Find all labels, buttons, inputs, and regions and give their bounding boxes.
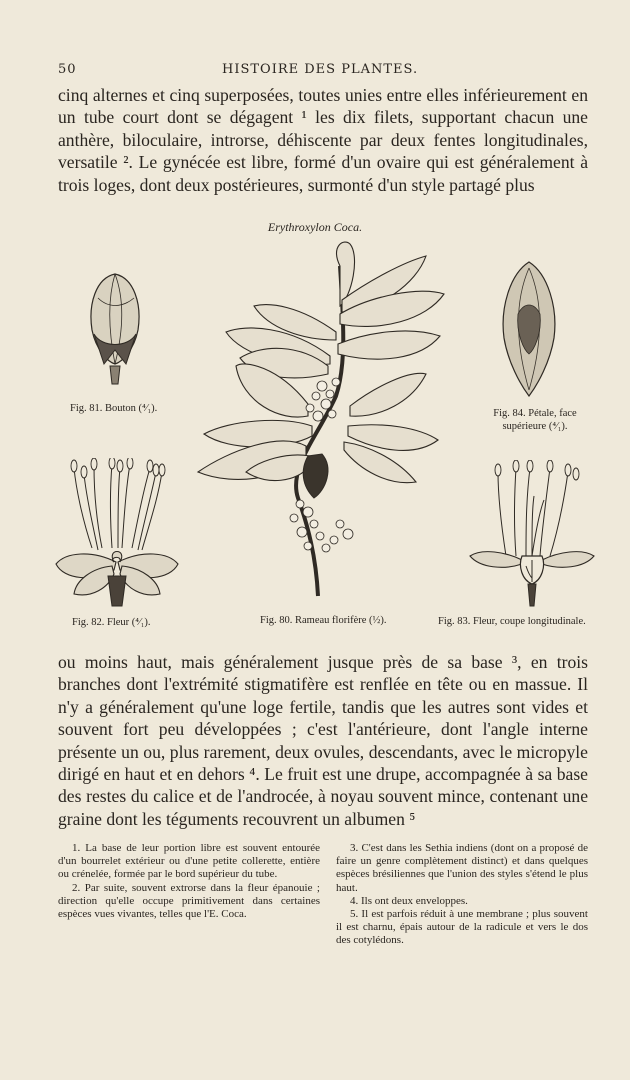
caption-fig81: Fig. 81. Bouton (⁴⁄₁). xyxy=(70,403,158,414)
caption-fig82: Fig. 82. Fleur (⁴⁄₁). xyxy=(72,617,151,628)
footnotes-left-column xyxy=(58,842,320,921)
paragraph-top: cinq alternes et cinq superposées, toutes unies entre elles inférieurement en un tube court dont se dégagent ¹ les dix filets, supportant chacun une anthère, biloculaire, introrse, déhiscente par deux fentes longitudinales, versatile ². Le gynécée est libre, formé d'un ovaire qui est généralement à trois loges, dont deux postérieures, surmonté d'un style partagé plus xyxy=(58,85,588,195)
page-number: 50 xyxy=(58,62,77,77)
caption-fig80: Fig. 80. Rameau florifère (½). xyxy=(260,615,387,626)
running-title: HISTOIRE DES PLANTES. xyxy=(222,62,419,77)
body-text-top xyxy=(58,84,588,196)
figure-title: Erythroxylon Coca. xyxy=(267,220,363,234)
paragraph-bottom: ou moins haut, mais généralement jusque près de sa base ³, en trois branches dont l'extrémité stigmatifère est renflée en tête ou en massue. Il n'y a généralement qu'une loge fertile, tandis que les autres sont vides et souvent fort peu développées ; c'est l'antérieure, dont l'angle interne présente un ou, plus rarement, deux ovules, descendants, avec le micropyle dirigé en haut et en dehors ⁴. Le fruit est une drupe, accompagnée à sa base des restes du calice et de l'androcée, à noyau souvent mince, contenant une graine dont les téguments recouvrent un albumen ⁵ xyxy=(58,652,588,829)
footnote-2: 2. Par suite, souvent extrorse dans la fleur épanouie ; direction qu'elle occupe primitivement dans certaines espèces vues vivantes, telles que l'E. Coca. xyxy=(58,881,320,921)
caption-fig84: Fig. 84. Pétale, face supérieure (⁴⁄₁). xyxy=(493,408,577,432)
footnotes-right-column xyxy=(336,842,588,948)
footnote-4: 4. Ils ont deux enveloppes. xyxy=(350,894,468,907)
bud-illustration xyxy=(78,268,152,390)
footnote-3: 3. C'est dans les Sethia indiens (dont on a proposé de faire un genre complètement distinct) et dans quelques espèces brésiliennes que l'union des styles s'étend le plus haut. xyxy=(336,842,588,894)
body-text-bottom xyxy=(58,651,588,830)
flower-section-illustration xyxy=(468,460,596,610)
footnote-5: 5. Il est parfois réduit à une membrane ; plus souvent il est charnu, épais autour de la radicule et vers le dos des cotylédons. xyxy=(336,908,588,947)
caption-fig83: Fig. 83. Fleur, coupe longitudinale. xyxy=(438,616,586,627)
branch-illustration xyxy=(190,236,452,608)
flower-illustration xyxy=(52,458,182,612)
running-header xyxy=(58,62,588,82)
footnote-1: 1. La base de leur portion libre est souvent entourée d'un bourrelet extérieur ou d'une petite collerette, entière ou crénelée, formée par le bord supérieur du tube. xyxy=(58,842,320,881)
petal-illustration xyxy=(496,258,562,400)
